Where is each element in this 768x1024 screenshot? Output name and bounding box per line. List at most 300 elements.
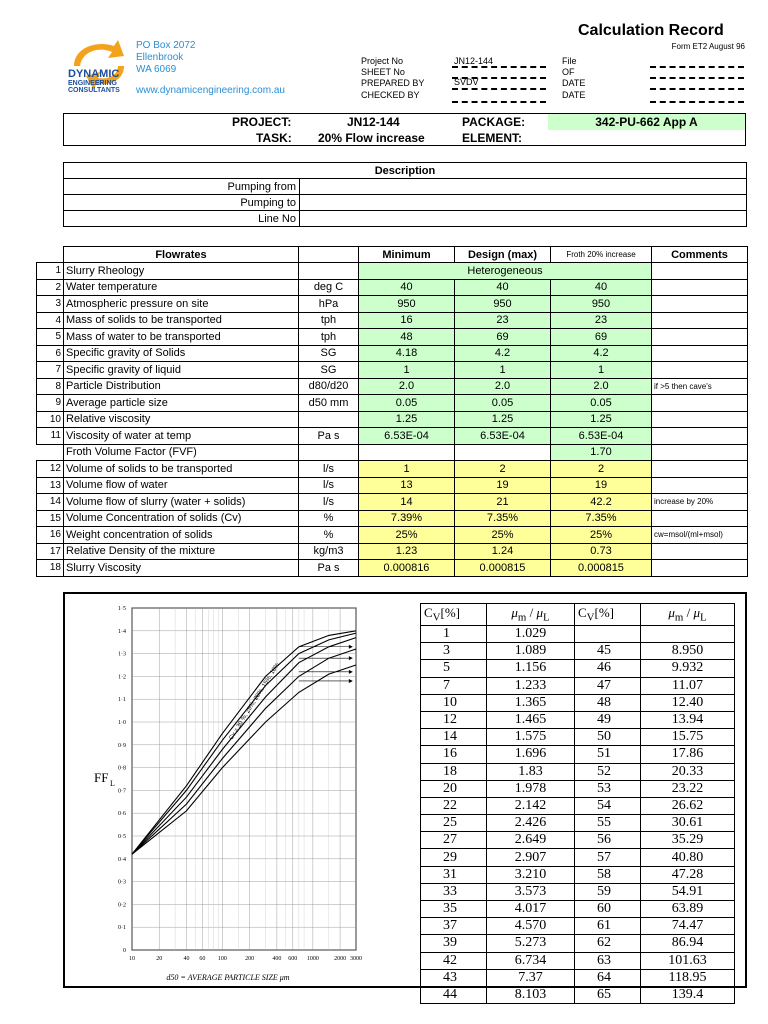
table-row	[37, 477, 748, 494]
table-row	[421, 797, 735, 814]
ratio-cell: 47.28	[641, 866, 735, 883]
cv-header-2: $C_V[\%]$	[575, 604, 641, 626]
table-row	[37, 312, 748, 329]
ratio-cell: 1.233	[487, 677, 575, 694]
header-froth: Froth 20% increase	[551, 247, 652, 263]
ratio-cell: 8.103	[487, 986, 575, 1003]
row-comment	[652, 329, 748, 346]
table-row	[421, 694, 735, 711]
row-unit: hPa	[299, 296, 359, 313]
ratio-header-2: $\mu_m / \mu_L$	[641, 604, 735, 626]
ratio-cell: 3.573	[487, 883, 575, 900]
cv-cell: 12	[421, 711, 487, 728]
row-comment	[652, 560, 748, 577]
table-row	[421, 780, 735, 797]
line-no-label: Line No	[64, 211, 300, 227]
row-froth: 950	[551, 296, 652, 313]
cv-cell: 47	[575, 677, 641, 694]
row-number: 1	[37, 263, 64, 280]
row-number: 18	[37, 560, 64, 577]
cv-cell: 51	[575, 746, 641, 763]
pumping-from-label: Pumping from	[64, 179, 300, 195]
row-unit	[299, 444, 359, 461]
row-comment	[652, 428, 748, 445]
y-tick-label: 1·4	[118, 628, 126, 635]
x-tick-label: 400	[272, 956, 282, 962]
table-header-row	[37, 247, 748, 263]
y-tick-label: 0·3	[118, 879, 126, 886]
ratio-cell: 139.4	[641, 986, 735, 1003]
row-number: 3	[37, 296, 64, 313]
line-no-field[interactable]	[300, 211, 747, 227]
row-comment: cw=msol/(ml+msol)	[652, 527, 748, 544]
row-unit: tph	[299, 312, 359, 329]
ratio-cell: 1.089	[487, 643, 575, 660]
row-unit: l/s	[299, 461, 359, 478]
table-row	[421, 935, 735, 952]
y-tick-label: 1·2	[118, 674, 126, 681]
row-design: 2	[455, 461, 551, 478]
prepared-by-field[interactable]	[452, 77, 546, 79]
table-row	[421, 832, 735, 849]
arrow-head-icon	[349, 679, 353, 683]
element-label: ELEMENT:	[462, 131, 522, 145]
ratio-cell: 4.017	[487, 901, 575, 918]
row-number: 17	[37, 543, 64, 560]
row-minimum: 0.05	[359, 395, 455, 412]
ratio-cell: 2.426	[487, 815, 575, 832]
row-minimum: 1	[359, 461, 455, 478]
project-label: PROJECT:	[232, 115, 292, 129]
row-number: 2	[37, 279, 64, 296]
table-row	[421, 986, 735, 1003]
header-minimum: Minimum	[359, 247, 455, 263]
row-label: Volume flow of water	[64, 477, 299, 494]
x-tick-label: 200	[245, 956, 255, 962]
ratio-cell: 118.95	[641, 969, 735, 986]
sheet-no-label: SHEET No	[361, 67, 405, 77]
row-comment	[652, 411, 748, 428]
arrow-head-icon	[349, 645, 353, 649]
row-label: Froth Volume Factor (FVF)	[64, 444, 299, 461]
cv-cell: 52	[575, 763, 641, 780]
row-label: Relative Density of the mixture	[64, 543, 299, 560]
row-comment	[652, 477, 748, 494]
row-label: Weight concentration of solids	[64, 527, 299, 544]
row-design: 25%	[455, 527, 551, 544]
table-row	[37, 444, 748, 461]
row-label: Volume Concentration of solids (Cv)	[64, 510, 299, 527]
file-field[interactable]	[650, 66, 744, 68]
row-unit: l/s	[299, 477, 359, 494]
ratio-header: $\mu_m / \mu_L$	[487, 604, 575, 626]
row-comment	[652, 510, 748, 527]
cv-cell: 3	[421, 643, 487, 660]
row-label: Water temperature	[64, 279, 299, 296]
table-row	[37, 527, 748, 544]
checked-by-field[interactable]	[452, 88, 546, 90]
table-row	[421, 815, 735, 832]
row-design: 0.05	[455, 395, 551, 412]
row-minimum	[359, 444, 455, 461]
row-label: Specific gravity of liquid	[64, 362, 299, 379]
x-tick-label: 60	[199, 956, 206, 962]
row-comment	[652, 263, 748, 280]
table-row	[37, 494, 748, 511]
row-unit: %	[299, 527, 359, 544]
checked-by-field-underline[interactable]	[452, 101, 546, 103]
ratio-cell: 30.61	[641, 815, 735, 832]
cv-cell: 42	[421, 952, 487, 969]
row-label: Specific gravity of Solids	[64, 345, 299, 362]
row-froth: 19	[551, 477, 652, 494]
x-tick-label: 3000	[350, 956, 362, 962]
ratio-cell: 1.156	[487, 660, 575, 677]
row-design: 4.2	[455, 345, 551, 362]
ratio-cell: 40.80	[641, 849, 735, 866]
y-tick-label: 1·1	[118, 697, 126, 704]
row-number: 15	[37, 510, 64, 527]
viscosity-ratio-table	[420, 603, 735, 1004]
of-label: OF	[562, 67, 575, 77]
cv-cell: 33	[421, 883, 487, 900]
y-tick-label: 0·4	[118, 856, 126, 863]
row-number: 8	[37, 378, 64, 395]
y-tick-label: 1·0	[118, 720, 126, 726]
cv-cell: 39	[421, 935, 487, 952]
y-axis-label-subscript: L	[110, 779, 115, 788]
row-froth: 0.05	[551, 395, 652, 412]
row-minimum: 2.0	[359, 378, 455, 395]
cv-cell: 59	[575, 883, 641, 900]
row-froth: 0.73	[551, 543, 652, 560]
row-design: 23	[455, 312, 551, 329]
cv-cell: 50	[575, 729, 641, 746]
table-row	[421, 883, 735, 900]
row-number: 11	[37, 428, 64, 445]
row-froth: 1.25	[551, 411, 652, 428]
cv-cell: 64	[575, 969, 641, 986]
cv-cell: 22	[421, 797, 487, 814]
x-tick-label: 2000	[334, 956, 347, 962]
y-axis-label: FF	[94, 770, 109, 785]
row-comment	[652, 395, 748, 412]
row-number: 12	[37, 461, 64, 478]
row-froth: 69	[551, 329, 652, 346]
ratio-cell: 1.575	[487, 729, 575, 746]
ratio-cell: 26.62	[641, 797, 735, 814]
row-label: Volume flow of slurry (water + solids)	[64, 494, 299, 511]
y-tick-label: 0·9	[118, 742, 126, 749]
row-design	[455, 444, 551, 461]
of-field[interactable]	[650, 77, 744, 79]
ratio-cell: 8.950	[641, 643, 735, 660]
ratio-cell: 7.37	[487, 969, 575, 986]
table-row	[37, 560, 748, 577]
ratio-cell: 1.465	[487, 711, 575, 728]
row-unit: deg C	[299, 279, 359, 296]
ratio-cell: 9.932	[641, 660, 735, 677]
row-minimum: 25%	[359, 527, 455, 544]
row-label: Average particle size	[64, 395, 299, 412]
cv-cell: 58	[575, 866, 641, 883]
cv-cell: 62	[575, 935, 641, 952]
table-row	[421, 866, 735, 883]
row-froth: 40	[551, 279, 652, 296]
package-label: PACKAGE:	[462, 115, 526, 129]
company-name-line3: CONSULTANTS	[68, 87, 120, 94]
row-number: 6	[37, 345, 64, 362]
table-row	[421, 626, 735, 643]
x-tick-label: 600	[288, 956, 298, 962]
task-value: 20% Flow increase	[318, 131, 425, 145]
ratio-cell: 17.86	[641, 746, 735, 763]
ratio-cell: 3.210	[487, 866, 575, 883]
company-name: DYNAMIC	[68, 68, 120, 80]
header-flowrates: Flowrates	[64, 247, 299, 263]
row-design: 40	[455, 279, 551, 296]
row-unit: d50 mm	[299, 395, 359, 412]
cv-curve	[132, 631, 356, 854]
table-row	[421, 918, 735, 935]
address-line1: PO Box 2072	[136, 40, 196, 51]
row-design: 7.35%	[455, 510, 551, 527]
cv-cell: 14	[421, 729, 487, 746]
pumping-to-field[interactable]	[300, 195, 747, 211]
table-row	[421, 849, 735, 866]
row-design: 2.0	[455, 378, 551, 395]
x-tick-label: 40	[183, 956, 190, 962]
row-minimum: 48	[359, 329, 455, 346]
cv-cell: 65	[575, 986, 641, 1003]
cv-cell: 43	[421, 969, 487, 986]
x-axis-label: d50 = AVERAGE PARTICLE SIZE μm	[166, 973, 290, 982]
ratio-cell: 35.29	[641, 832, 735, 849]
row-froth: 4.2	[551, 345, 652, 362]
cv-cell: 18	[421, 763, 487, 780]
form-number: Form ET2 August 96	[671, 42, 745, 51]
row-comment: increase by 20%	[652, 494, 748, 511]
cv-cell: 60	[575, 901, 641, 918]
row-froth: 23	[551, 312, 652, 329]
row-comment	[652, 312, 748, 329]
date-field[interactable]	[650, 88, 744, 90]
row-design: 19	[455, 477, 551, 494]
ratio-cell: 23.22	[641, 780, 735, 797]
row-design: 21	[455, 494, 551, 511]
ratio-cell: 1.029	[487, 626, 575, 643]
row-froth: 6.53E-04	[551, 428, 652, 445]
ratio-cell: 1.83	[487, 763, 575, 780]
page-title: Calculation Record	[578, 22, 724, 39]
ratio-cell: 15.75	[641, 729, 735, 746]
cv-cell: 16	[421, 746, 487, 763]
address-line3: WA 6069	[136, 64, 177, 75]
row-minimum: 6.53E-04	[359, 428, 455, 445]
y-tick-label: 0·6	[118, 811, 126, 818]
date2-field[interactable]	[650, 101, 744, 103]
row-unit: Pa s	[299, 560, 359, 577]
y-tick-label: 0·7	[118, 788, 126, 795]
row-design: 950	[455, 296, 551, 313]
ratio-cell: 74.47	[641, 918, 735, 935]
x-tick-label: 20	[156, 956, 163, 962]
table-row	[37, 411, 748, 428]
y-tick-label: 0·1	[118, 925, 126, 932]
table-row	[37, 329, 748, 346]
ratio-cell: 1.978	[487, 780, 575, 797]
row-minimum: 13	[359, 477, 455, 494]
y-tick-label: 1·3	[118, 651, 126, 658]
cv-curve	[132, 665, 356, 854]
table-row	[421, 729, 735, 746]
row-number: 4	[37, 312, 64, 329]
table-row	[37, 345, 748, 362]
row-label: Mass of water to be transported	[64, 329, 299, 346]
row-minimum: 14	[359, 494, 455, 511]
table-row	[37, 543, 748, 560]
cv-cell: 27	[421, 832, 487, 849]
company-name-line2: ENGINEERING	[68, 80, 118, 87]
row-number: 7	[37, 362, 64, 379]
row-minimum: 40	[359, 279, 455, 296]
ratio-cell: 12.40	[641, 694, 735, 711]
cv-cell: 54	[575, 797, 641, 814]
description-title: Description	[64, 163, 747, 179]
row-unit: SG	[299, 362, 359, 379]
table-row	[421, 746, 735, 763]
cv-curve	[132, 649, 356, 854]
cv-cell: 44	[421, 986, 487, 1003]
table-row	[37, 362, 748, 379]
cv-cell: 46	[575, 660, 641, 677]
row-number: 5	[37, 329, 64, 346]
cv-cell: 45	[575, 643, 641, 660]
cv-curve	[132, 638, 356, 855]
table-row	[37, 263, 748, 280]
website-link[interactable]: www.dynamicengineering.com.au	[136, 85, 285, 96]
cv-cell: 61	[575, 918, 641, 935]
row-comment	[652, 362, 748, 379]
row-comment	[652, 345, 748, 362]
ratio-cell: 2.142	[487, 797, 575, 814]
prepared-by-value: SVDV	[454, 77, 479, 87]
ratio-cell: 86.94	[641, 935, 735, 952]
row-label: Viscosity of water at temp	[64, 428, 299, 445]
table-row	[421, 660, 735, 677]
plot-frame	[132, 608, 356, 950]
table-row	[421, 643, 735, 660]
froth-factor-chart	[80, 598, 370, 983]
ratio-cell: 63.89	[641, 901, 735, 918]
task-label: TASK:	[256, 131, 292, 145]
cv-cell: 10	[421, 694, 487, 711]
table-row	[37, 378, 748, 395]
table-row	[421, 677, 735, 694]
ratio-cell: 1.365	[487, 694, 575, 711]
cv-cell: 37	[421, 918, 487, 935]
flowrates-table	[36, 246, 748, 577]
ratio-cell: 6.734	[487, 952, 575, 969]
file-label: File	[562, 56, 577, 66]
row-number	[37, 444, 64, 461]
row-label: Volume of solids to be transported	[64, 461, 299, 478]
table-row	[37, 510, 748, 527]
row-design: 69	[455, 329, 551, 346]
cv-cell: 20	[421, 780, 487, 797]
y-tick-label: 0·5	[118, 834, 126, 840]
row-comment	[652, 543, 748, 560]
cv-cell: 53	[575, 780, 641, 797]
pumping-from-field[interactable]	[300, 179, 747, 195]
cv-cell: 35	[421, 901, 487, 918]
row-number: 9	[37, 395, 64, 412]
project-no-label: Project No	[361, 56, 404, 66]
row-number: 13	[37, 477, 64, 494]
row-unit: tph	[299, 329, 359, 346]
x-tick-label: 1000	[306, 956, 319, 962]
y-tick-label: 1·5	[118, 606, 126, 612]
row-minimum: 1.23	[359, 543, 455, 560]
cv-cell: 7	[421, 677, 487, 694]
ratio-cell: 1.696	[487, 746, 575, 763]
row-comment	[652, 444, 748, 461]
address-line2: Ellenbrook	[136, 52, 184, 63]
row-froth: 7.35%	[551, 510, 652, 527]
x-tick-label: 100	[217, 956, 227, 962]
row-label: Slurry Viscosity	[64, 560, 299, 577]
cv-curve-label: Cv = 30 %, 25%, 20%, 15%, 10%	[228, 662, 281, 742]
cv-cell: 57	[575, 849, 641, 866]
row-unit: Pa s	[299, 428, 359, 445]
row-label: Relative viscosity	[64, 411, 299, 428]
row-froth: 25%	[551, 527, 652, 544]
row-unit	[299, 411, 359, 428]
arrow-head-icon	[349, 656, 353, 660]
table-row	[37, 428, 748, 445]
y-tick-label: 0·2	[118, 902, 126, 909]
slurry-rheology-value: Heterogeneous	[359, 263, 652, 280]
ratio-cell: 5.273	[487, 935, 575, 952]
ratio-cell	[641, 626, 735, 643]
cv-cell: 48	[575, 694, 641, 711]
ratio-cell: 13.94	[641, 711, 735, 728]
row-unit: d80/d20	[299, 378, 359, 395]
row-comment	[652, 461, 748, 478]
row-number: 16	[37, 527, 64, 544]
row-unit: %	[299, 510, 359, 527]
cv-cell: 49	[575, 711, 641, 728]
row-froth: 1.70	[551, 444, 652, 461]
row-design: 1.24	[455, 543, 551, 560]
description-table	[63, 162, 747, 227]
header-comments: Comments	[652, 247, 748, 263]
row-design: 1	[455, 362, 551, 379]
row-design: 6.53E-04	[455, 428, 551, 445]
cv-cell: 63	[575, 952, 641, 969]
row-comment: if >5 then cave's	[652, 378, 748, 395]
ratio-cell: 101.63	[641, 952, 735, 969]
cv-cell: 5	[421, 660, 487, 677]
x-tick-label: 10	[129, 956, 135, 962]
sheet-no-field[interactable]	[452, 66, 546, 68]
prepared-by-label: PREPARED BY	[361, 78, 425, 88]
row-froth: 1	[551, 362, 652, 379]
cv-cell: 1	[421, 626, 487, 643]
row-unit: l/s	[299, 494, 359, 511]
table-row	[421, 763, 735, 780]
pumping-to-label: Pumping to	[64, 195, 300, 211]
